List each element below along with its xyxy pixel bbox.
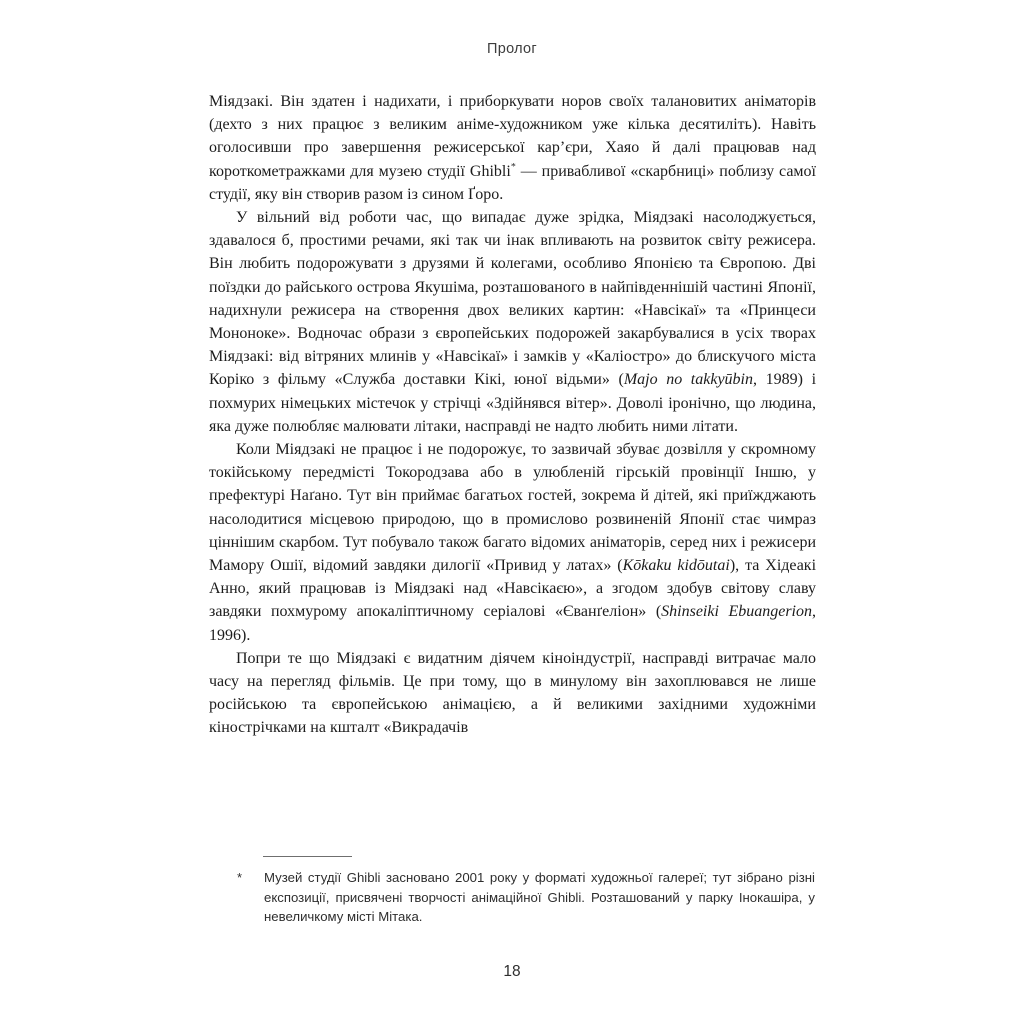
paragraph — [209, 206, 816, 438]
footnote — [237, 856, 815, 927]
body-text — [209, 90, 816, 740]
text-segment: Kōkaku kidōutai — [622, 557, 730, 575]
text-segment: ), та Хідеакі Анно, який працював із Міядзакі над «Навсікаєю», а згодом здобув світову славу завдяки похмурому апокаліптичному серіалові «Єванґеліон» ( — [209, 557, 817, 621]
text-segment: Коли Міядзакі не працює і не подорожує, то зазвичай збуває дозвілля у скромному токійському передмісті Токородзава або в улюбленій гірській провінції Іншю, у префектурі Наґано. Тут він приймає багатьох гостей, зокрема й дітей, які приїжджають насолодитися місцевою природою, що в промислово розвиненій Японії стає чимраз ціннішим скарбом. Тут побувало також багато відомих аніматорів, серед них і режисери Мамору Ошії, відомий завдяки дилогії «Привид у латах» ( — [209, 441, 816, 575]
footnote-reference: * — [510, 161, 516, 173]
paragraph — [209, 438, 816, 647]
text-segment: — привабливої «скарбниці» поблизу самої студії, яку він створив разом із сином Ґоро. — [209, 162, 816, 203]
text-segment: Міядзакі. Він здатен і надихати, і приборкувати норов своїх талановитих аніматорів (дехто з них працює з великим аніме-художником уже кілька десятиліть). Навіть оголосивши про завершення режисерської кар’єри, Хаяо й далі працював над короткометражками для музею студії Ghibli — [209, 93, 816, 180]
running-head: Пролог — [486, 41, 537, 57]
text-segment: Shinseiki Ebuangerion — [661, 603, 812, 621]
text-segment: Попри те що Міядзакі є видатним діячем кіноіндустрії, насправді витрачає мало часу на перегляд фільмів. Це при тому, що в минулому він захоплювався не лише російською та європейською анімацією, а й великими західними художніми кінострічками на кшталт «Викрадачів — [209, 649, 816, 737]
footnote-text: Музей студії Ghibli засновано 2001 року у форматі художньої галереї; тут зібрано різні експозиції, присвячені творчості анімаційної Ghibli. Розташований у парку Інокашіра, у невеличкому місті Мітака. — [264, 870, 815, 924]
text-segment: У вільний від роботи час, що випадає дуже зрідка, Міядзакі насолоджується, здавалося б, простими речами, які так чи інак впливають на розвиток світу режисера. Він любить подорожувати з друзями й колегами, особливо Японією та Європою. Дві поїздки до райського острова Якушіма, розташованого в найпівденнішій частині Японії, надихнули режисера на створення двох великих картин: «Навсікаї» та «Принцеси Мононоке». Водночас образи з європейських подорожей закарбувалися в усіх творах Міядзакі: від вітряних млинів у «Навсікаї» і замків у «Каліостро» до блискучого міста Коріко з фільму «Служба доставки Кікі, юної відьми» ( — [209, 209, 816, 389]
text-segment: , 1996). — [209, 603, 816, 644]
text-segment: Majo no takkyūbin — [623, 371, 754, 389]
page-number: 18 — [503, 963, 521, 980]
footnote-divider — [263, 856, 352, 857]
paragraph — [209, 90, 816, 206]
text-segment: , 1989) і похмурих німецьких містечок у стрічці «Здійнявся вітер». Доволі іронічно, що людина, яка дуже полюбляє малювати літаки, насправді не надто любить ними літати. — [209, 371, 817, 435]
footnote-row — [237, 868, 815, 927]
footnote-marker: * — [237, 870, 243, 885]
paragraph — [209, 647, 816, 740]
